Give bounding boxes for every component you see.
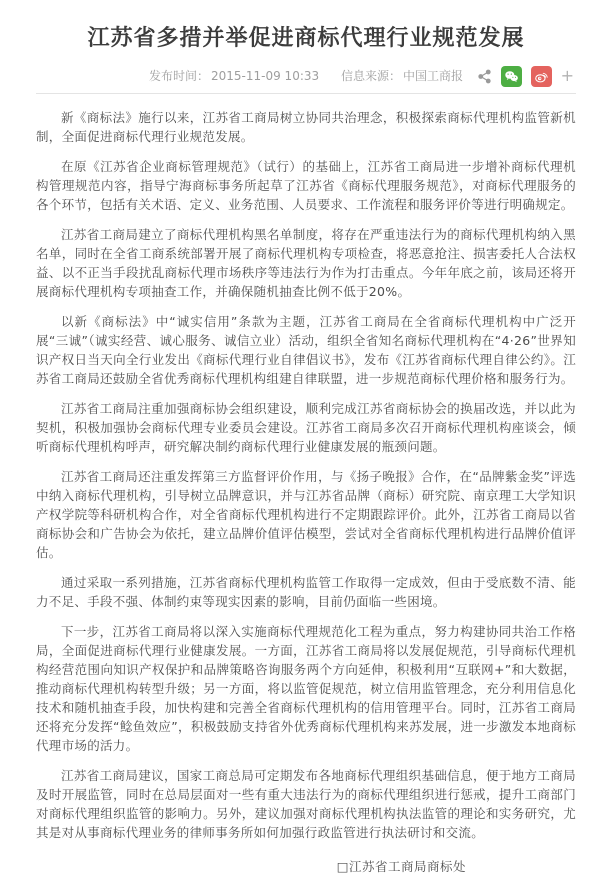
page-title: 江苏省多措并举促进商标代理行业规范发展 [87, 26, 525, 51]
article-signature: □江苏省工商局商标处 [336, 859, 466, 874]
wechat-share-icon[interactable] [501, 66, 522, 87]
article-paragraph: 以新《商标法》中“诚实信用”条款为主题，江苏省工商局在全省商标代理机构中广泛开展“三诚”（诚实经营、诚心服务、诚信立业）活动，组织全省知名商标代理机构在“4·26”世界知识产权日当天向全行业发出《商标代理行业自律倡议书》，发布《江苏省商标代理自律公约》。江苏省工商局还鼓励全省优秀商标代理机构组建自律联盟，进一步规范商标代理价格和服务行为。 [36, 314, 576, 386]
meta-row [36, 63, 576, 89]
article-paragraph: 江苏省工商局建立了商标代理机构黑名单制度，将存在严重违法行为的商标代理机构纳入黑名单，同时在全省工商系统部署开展了商标代理机构专项检查，将恶意抢注、损害委托人合法权益、以不正当手段扰乱商标代理市场秩序等违法行为作为打击重点。今年年底之前，该局还将开展商标代理机构专项抽查工作，并确保随机抽查比例不低于20%。 [36, 227, 576, 299]
article-paragraph: 江苏省工商局建议，国家工商总局可定期发布各地商标代理组织基础信息，便于地方工商局及时开展监管，同时在总局层面对一些有重大违法行为的商标代理组织进行惩戒，提升工商部门对商标代理组织监管的影响力。另外，建议加强对商标代理机构执法监管的理论和实务研究，尤其是对从事商标代理业务的律师事务所如何加强行政监管进行执法研讨和交流。 [36, 768, 576, 840]
publish-time-value: 2015-11-09 10:33 [211, 69, 320, 83]
publish-time [149, 69, 319, 83]
article-paragraph: 下一步，江苏省工商局将以深入实施商标代理规范化工程为重点，努力构建协同共治工作格局，全面促进商标代理行业健康发展。一方面，江苏省工商局将以发展促规范，引导商标代理机构经营范围向知识产权保护和品牌策略咨询服务两个方向延伸，积极利用“互联网+”和大数据，推动商标代理机构转型升级；另一方面，将以监管促规范，树立信用监管理念，充分利用信息化技术和随机抽查手段，加快构建和完善全省商标代理机构的信用管理平台。同时，江苏省工商局还将充分发挥“鲶鱼效应”，积极鼓励支持省外优秀商标代理机构来苏发展，进一步激发本地商标代理市场的活力。 [36, 624, 576, 753]
article-paragraph: 通过采取一系列措施，江苏省商标代理机构监管工作取得一定成效，但由于受底数不清、能力不足、手段不强、体制约束等现实因素的影响，目前仍面临一些困境。 [36, 575, 576, 609]
info-source-value: 中国工商报 [402, 69, 463, 83]
info-source [341, 69, 463, 83]
article-body [0, 94, 612, 842]
weibo-share-icon[interactable] [531, 66, 552, 87]
share-icon[interactable] [477, 69, 492, 84]
article-paragraph: 在原《江苏省企业商标管理规范》（试行）的基础上，江苏省工商局进一步增补商标代理机构管理规范内容，指导宁海商标事务所起草了江苏省《商标代理服务规范》，对商标代理服务的各个环节，包括有关术语、定义、业务范围、人员要求、工作流程和服务评价等进行明确规定。 [36, 159, 576, 212]
info-source-label: 信息来源： [340, 69, 401, 83]
more-share-icon[interactable]: + [560, 66, 574, 85]
share-bar [477, 63, 576, 89]
publish-time-label: 发布时间： [148, 69, 209, 83]
article-paragraph: 江苏省工商局注重加强商标协会组织建设，顺利完成江苏省商标协会的换届改选，并以此为契机，积极加强协会商标代理专业委员会建设。江苏省工商局多次召开商标代理机构座谈会，倾听商标代理机构呼声，研究解决制约商标代理行业健康发展的瓶颈问题。 [36, 401, 576, 454]
article-paragraph: 新《商标法》施行以来，江苏省工商局树立协同共治理念，积极探索商标代理机构监管新机制，全面促进商标代理行业规范发展。 [36, 110, 576, 144]
article-paragraph: 江苏省工商局还注重发挥第三方监督评价作用，与《扬子晚报》合作，在“品牌紫金奖”评选中纳入商标代理机构，引导树立品牌意识，并与江苏省品牌（商标）研究院、南京理工大学知识产权学院等科研机构合作，对全省商标代理机构进行不定期跟踪评价。此外，江苏省工商局以省商标协会和广告协会为依托，建立品牌价值评估模型，尝试对全省商标代理机构进行品牌价值评估。 [36, 469, 576, 560]
article-header [0, 0, 612, 89]
